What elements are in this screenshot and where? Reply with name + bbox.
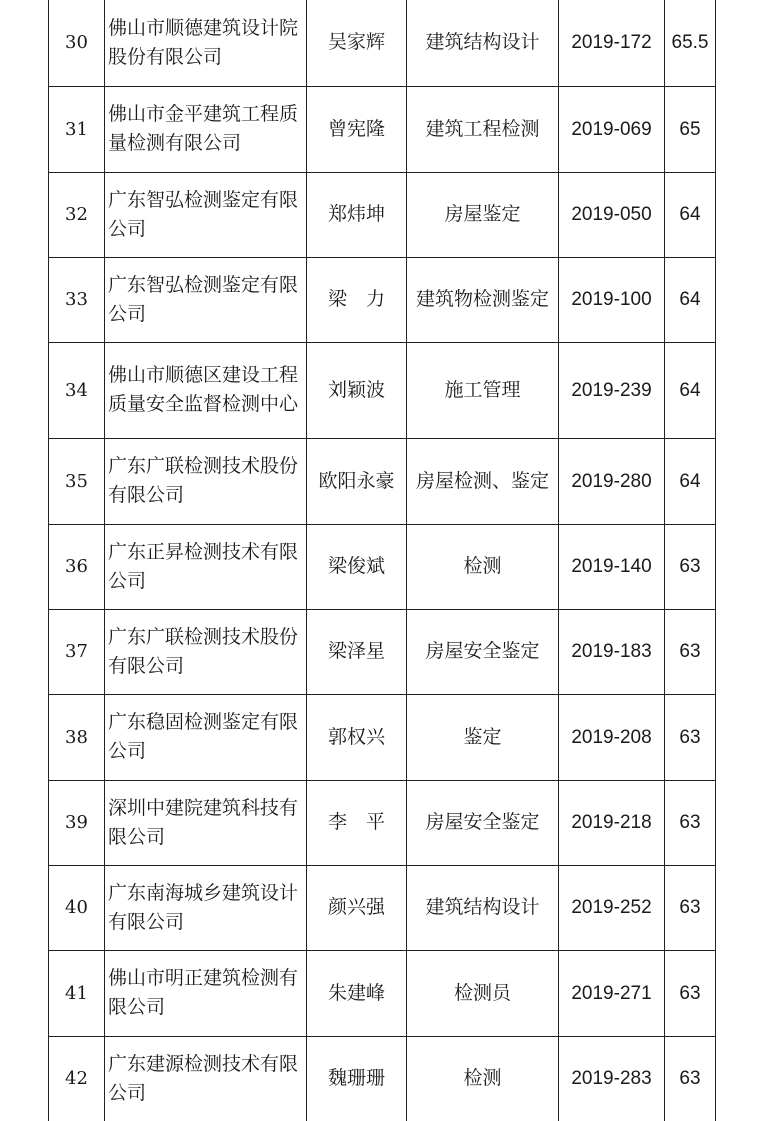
person-name: 梁俊斌	[307, 524, 407, 609]
major: 建筑结构设计	[407, 865, 559, 950]
table-row	[49, 86, 716, 172]
person-name: 郭权兴	[307, 694, 407, 780]
major: 检测员	[407, 950, 559, 1036]
row-number: 39	[49, 780, 105, 865]
certificate-code: 2019-140	[559, 524, 665, 609]
row-number: 41	[49, 950, 105, 1036]
major: 施工管理	[407, 342, 559, 438]
table-row	[49, 780, 716, 865]
major: 房屋鉴定	[407, 172, 559, 257]
row-number: 30	[49, 0, 105, 86]
row-number: 34	[49, 342, 105, 438]
major: 建筑结构设计	[407, 0, 559, 86]
major: 房屋安全鉴定	[407, 780, 559, 865]
score: 64	[665, 342, 716, 438]
company-name: 广东南海城乡建筑设计有限公司	[105, 865, 307, 950]
score: 63	[665, 950, 716, 1036]
major: 检测	[407, 524, 559, 609]
person-name: 李 平	[307, 780, 407, 865]
score: 63	[665, 865, 716, 950]
score: 64	[665, 257, 716, 342]
score: 63	[665, 780, 716, 865]
score: 63	[665, 609, 716, 694]
company-name: 广东建源检测技术有限公司	[105, 1036, 307, 1121]
row-number: 35	[49, 438, 105, 524]
score: 63	[665, 524, 716, 609]
certificate-code: 2019-280	[559, 438, 665, 524]
row-number: 31	[49, 86, 105, 172]
table-row	[49, 257, 716, 342]
score: 64	[665, 438, 716, 524]
certificate-code: 2019-183	[559, 609, 665, 694]
table-row	[49, 694, 716, 780]
company-name: 佛山市顺德建筑设计院股份有限公司	[105, 0, 307, 86]
table-row	[49, 609, 716, 694]
row-number: 32	[49, 172, 105, 257]
person-name: 吴家辉	[307, 0, 407, 86]
table-row	[49, 865, 716, 950]
major: 房屋安全鉴定	[407, 609, 559, 694]
person-name: 郑炜坤	[307, 172, 407, 257]
person-name: 梁 力	[307, 257, 407, 342]
company-name: 佛山市明正建筑检测有限公司	[105, 950, 307, 1036]
certificate-code: 2019-172	[559, 0, 665, 86]
table-row	[49, 950, 716, 1036]
certificate-code: 2019-218	[559, 780, 665, 865]
person-name: 刘颖波	[307, 342, 407, 438]
company-name: 深圳中建院建筑科技有限公司	[105, 780, 307, 865]
person-name: 魏珊珊	[307, 1036, 407, 1121]
row-number: 36	[49, 524, 105, 609]
company-name: 广东正昇检测技术有限公司	[105, 524, 307, 609]
certificate-code: 2019-050	[559, 172, 665, 257]
table-row	[49, 1036, 716, 1121]
row-number: 33	[49, 257, 105, 342]
table-row	[49, 524, 716, 609]
company-name: 广东智弘检测鉴定有限公司	[105, 257, 307, 342]
company-name: 佛山市金平建筑工程质量检测有限公司	[105, 86, 307, 172]
certificate-code: 2019-283	[559, 1036, 665, 1121]
certificate-code: 2019-069	[559, 86, 665, 172]
certificate-code: 2019-252	[559, 865, 665, 950]
person-name: 欧阳永豪	[307, 438, 407, 524]
certificate-code: 2019-208	[559, 694, 665, 780]
score: 64	[665, 172, 716, 257]
major: 建筑物检测鉴定	[407, 257, 559, 342]
certificate-code: 2019-100	[559, 257, 665, 342]
score: 65	[665, 86, 716, 172]
major: 检测	[407, 1036, 559, 1121]
company-name: 广东广联检测技术股份有限公司	[105, 438, 307, 524]
row-number: 37	[49, 609, 105, 694]
certificate-code: 2019-239	[559, 342, 665, 438]
candidate-score-table	[48, 0, 716, 1121]
person-name: 颜兴强	[307, 865, 407, 950]
score: 63	[665, 1036, 716, 1121]
major: 鉴定	[407, 694, 559, 780]
certificate-code: 2019-271	[559, 950, 665, 1036]
major: 房屋检测、鉴定	[407, 438, 559, 524]
row-number: 42	[49, 1036, 105, 1121]
person-name: 曾宪隆	[307, 86, 407, 172]
company-name: 广东稳固检测鉴定有限公司	[105, 694, 307, 780]
company-name: 佛山市顺德区建设工程质量安全监督检测中心	[105, 342, 307, 438]
company-name: 广东广联检测技术股份有限公司	[105, 609, 307, 694]
person-name: 梁泽星	[307, 609, 407, 694]
score: 63	[665, 694, 716, 780]
major: 建筑工程检测	[407, 86, 559, 172]
company-name: 广东智弘检测鉴定有限公司	[105, 172, 307, 257]
row-number: 40	[49, 865, 105, 950]
row-number: 38	[49, 694, 105, 780]
table-row	[49, 0, 716, 86]
person-name: 朱建峰	[307, 950, 407, 1036]
table-row	[49, 342, 716, 438]
score: 65.5	[665, 0, 716, 86]
table-row	[49, 172, 716, 257]
table-row	[49, 438, 716, 524]
